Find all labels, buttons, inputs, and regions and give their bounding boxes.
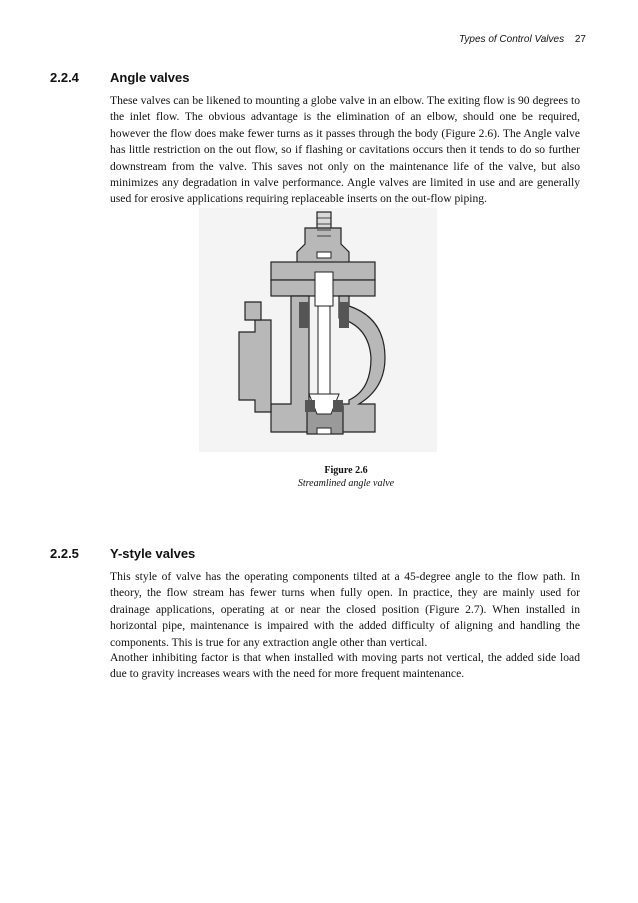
header-title: Types of Control Valves xyxy=(459,34,565,45)
running-header xyxy=(459,34,586,45)
section-heading-angle-valves: Angle valves xyxy=(110,70,190,85)
figure-number: Figure 2.6 xyxy=(324,465,368,476)
section-number: 2.2.4 xyxy=(50,70,79,85)
page-number: 27 xyxy=(574,34,586,45)
section-number: 2.2.5 xyxy=(50,546,79,561)
paragraph: These valves can be likened to mounting a globe valve in an elbow. The exiting flow is 90 degrees to the inlet flow. The obvious advantage is the elimination of an elbow, should one be required, however the flow does make fewer turns as it passes through the body (Figure 2.6). The Angle valve has little restriction on the out flow, so if flashing or cavitations occurs then it tends to do so further downstream from the valve. This saves not only on the maintenance life of the valve, but also minimizes any degradation in valve performance. Angle valves are limited in use and are generally used for erosive applications requiring replaceable inserts on the out-flow piping. xyxy=(110,94,580,206)
paragraph: Another inhibiting factor is that when installed with moving parts not vertical, the added side load due to gravity increases wears with the need for more frequent maintenance. xyxy=(110,651,580,681)
angle-valve-figure xyxy=(199,208,437,452)
section-heading-y-style-valves: Y-style valves xyxy=(110,546,196,561)
angle-valve-cross-section-diagram xyxy=(199,208,437,452)
figure-caption: Streamlined angle valve xyxy=(297,478,395,489)
paragraph: This style of valve has the operating components tilted at a 45-degree angle to the flow path. In theory, the flow stream has fewer turns when fully open. In practice, they are mainly used for drainage applications, operating at or near the closed position (Figure 2.7). When installed in horizontal pipe, maintenance is impaired with the added difficulty of aligning and handling the components. This is true for any extraction angle other than vertical. xyxy=(110,570,580,649)
